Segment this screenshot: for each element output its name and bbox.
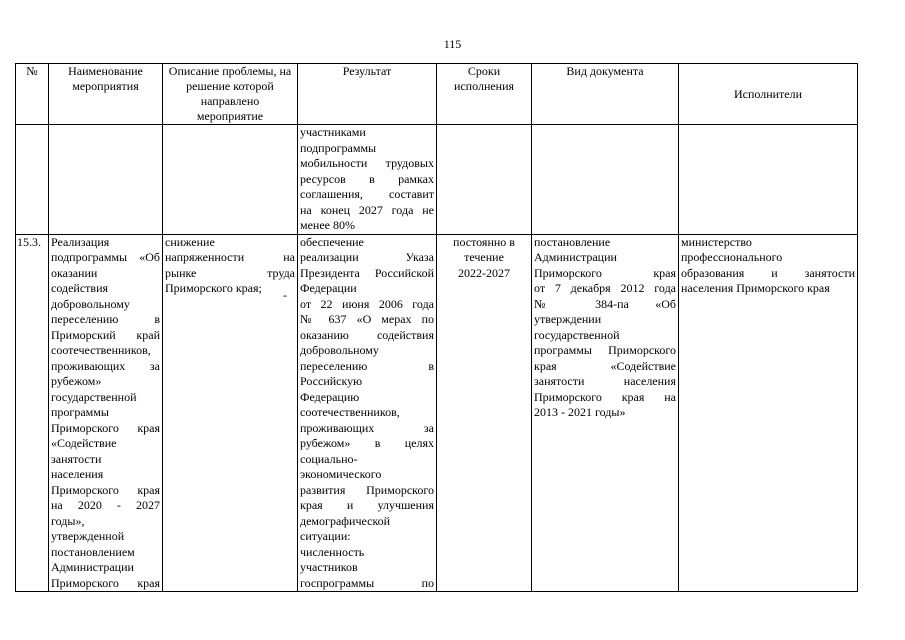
col-header-executors: Исполнители [679,64,858,125]
cell-num [16,125,49,235]
table-row-continued [16,125,858,235]
cell-problem: снижение напряженности на рынке труда Приморского края; - [163,234,298,592]
page-number: 115 [443,37,462,51]
cell-executors: министерство профессионального образования и занятости населения Приморского края [679,234,858,592]
col-header-result: Результат [298,64,437,125]
table-row-15-3 [16,234,858,592]
problem-mark: - [283,287,287,302]
col-header-doc-type: Вид документа [532,64,679,125]
cell-result: обеспечение реализации Указа Президента Российской Федерации от 22 июня 2006 года № 637 «О мерах по оказанию содействия добровольному переселению в Российскую Федерацию соотечественников, проживающих за рубежом» в целях социально- экономического развития Приморского края и улучшения демографической ситуации: численность участников госпрограммы по [298,234,437,592]
cell-num: 15.3. [16,234,49,592]
cell-terms [437,125,532,235]
col-header-problem: Описание проблемы, на решение которой направлено мероприятие [163,64,298,125]
cell-terms: постоянно в течение 2022-2027 [437,234,532,592]
col-header-name: Наименование мероприятия [49,64,163,125]
cell-name: Реализация подпрограммы «Об оказании содействия добровольному переселению в Приморский край соотечественников, проживающих за рубежом» государственной программы Приморского края «Содействие занятости населения Приморского края на 2020 - 2027 годы», утвержденной постановлением Администрации Приморского края [49,234,163,592]
cell-doc-type: постановление Администрации Приморского края от 7 декабря 2012 года № 384-па «Об утверждении государственной программы Приморского края «Содействие занятости населения Приморского края на 2013 - 2021 годы» [532,234,679,592]
cell-name [49,125,163,235]
cell-problem [163,125,298,235]
table-header-row [16,64,858,125]
col-header-num: № [16,64,49,125]
measures-table [15,63,858,592]
col-header-terms: Сроки исполнения [437,64,532,125]
cell-result: участниками подпрограммы мобильности трудовых ресурсов в рамках соглашения, составит на конец 2027 года не менее 80% [298,125,437,235]
cell-doc-type [532,125,679,235]
cell-executors [679,125,858,235]
